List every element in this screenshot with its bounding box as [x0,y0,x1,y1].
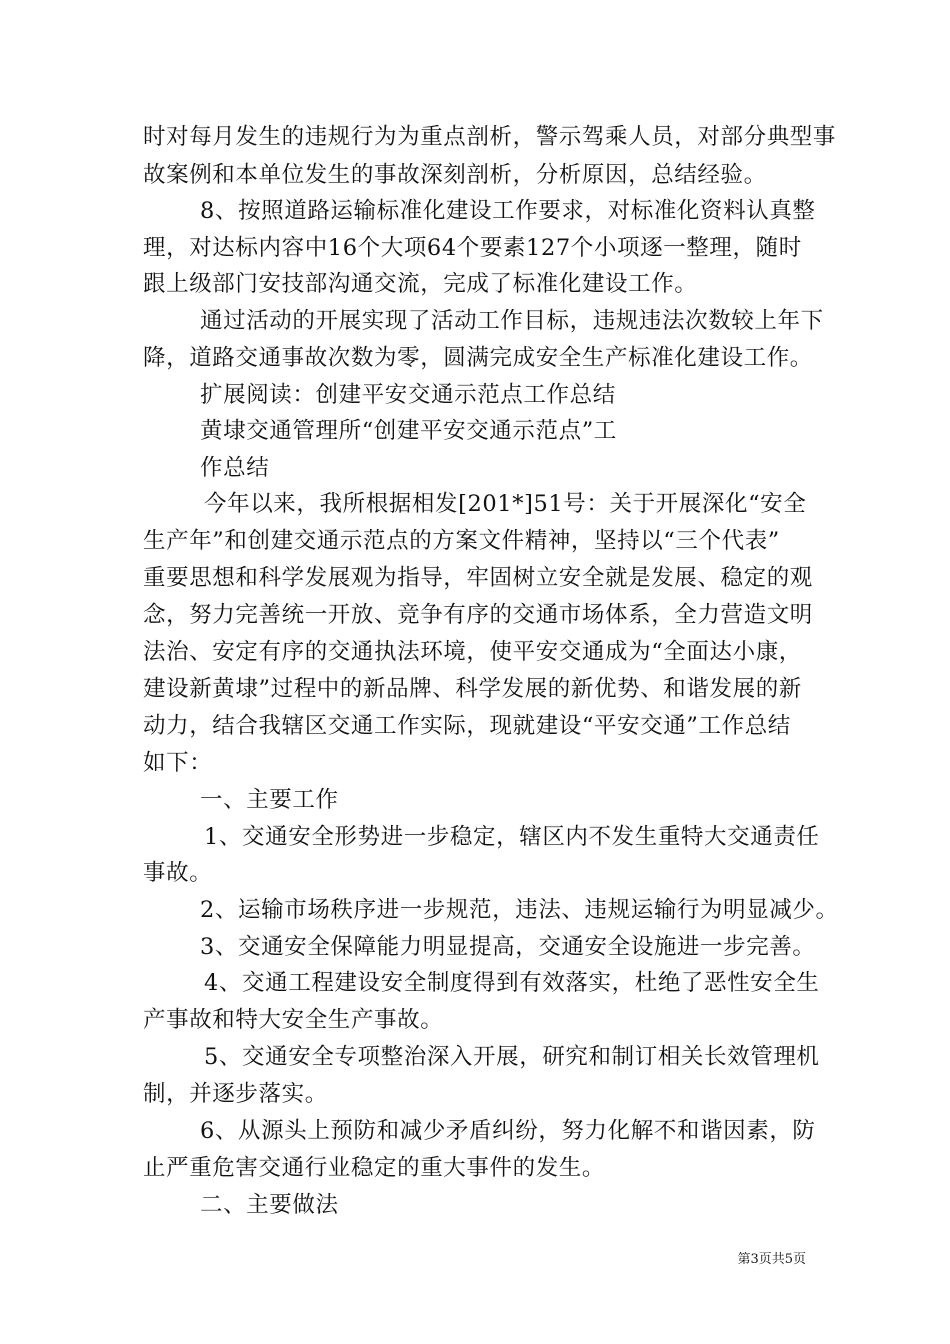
section-heading: 扩展阅读：创建平安交通示范点工作总结 [200,382,616,408]
text-line: 故案例和本单位发生的事故深刻剖析，分析原因，总结经验。 [143,162,767,188]
text-line: 降，道路交通事故次数为零，圆满完成安全生产标准化建设工作。 [143,345,813,371]
text-line: 5、交通安全专项整治深入开展，研究和制订相关长效管理机 [204,1044,820,1070]
text-line: 通过活动的开展实现了活动工作目标，违规违法次数较上年下 [200,308,824,334]
text-line: 生产年”和创建交通示范点的方案文件精神，坚持以“三个代表” [143,528,780,554]
text-line: 止严重危害交通行业稳定的重大事件的发生。 [143,1155,606,1181]
text-line: 6、从源头上预防和减少矛盾纠纷，努力化解不和谐因素，防 [200,1118,816,1144]
text-line: 3、交通安全保障能力明显提高，交通安全设施进一步完善。 [200,934,816,960]
text-line: 念，努力完善统一开放、竞争有序的交通市场体系，全力营造文明 [143,602,813,628]
text-line: 法治、安定有序的交通执法环境，使平安交通成为“全面达小康， [143,639,802,665]
text-line: 1、交通安全形势进一步稳定，辖区内不发生重特大交通责任 [204,824,820,850]
text-line: 今年以来，我所根据相发[201*]51号：关于开展深化“安全 [204,491,807,517]
text-line: 事故。 [143,860,213,886]
text-line: 产事故和特大安全生产事故。 [143,1007,444,1033]
text-line: 制，并逐步落实。 [143,1081,328,1107]
text-line: 8、按照道路运输标准化建设工作要求，对标准化资料认真整 [200,198,816,224]
text-line: 跟上级部门安技部沟通交流，完成了标准化建设工作。 [143,271,698,297]
text-line: 动力，结合我辖区交通工作实际，现就建设“平安交通”工作总结 [143,713,791,739]
text-line: 时对每月发生的违规行为为重点剖析，警示驾乘人员，对部分典型事 [143,124,837,150]
section-heading: 一、主要工作 [200,787,339,813]
text-line: 如下： [143,750,213,776]
text-line: 4、交通工程建设安全制度得到有效落实，杜绝了恶性安全生 [204,970,820,996]
text-line: 理，对达标内容中16个大项64个要素127个小项逐一整理，随时 [143,235,802,261]
text-line: 2、运输市场秩序进一步规范，违法、违规运输行为明显减少。 [200,897,839,923]
document-title: 作总结 [200,455,270,481]
section-heading: 二、主要做法 [200,1192,339,1218]
page-number: 第3页共5页 [737,1252,806,1267]
text-line: 建设新黄埭”过程中的新品牌、科学发展的新优势、和谐发展的新 [143,676,802,702]
document-title: 黄埭交通管理所“创建平安交通示范点”工 [200,418,617,444]
text-line: 重要思想和科学发展观为指导，牢固树立安全就是发展、稳定的观 [143,565,813,591]
